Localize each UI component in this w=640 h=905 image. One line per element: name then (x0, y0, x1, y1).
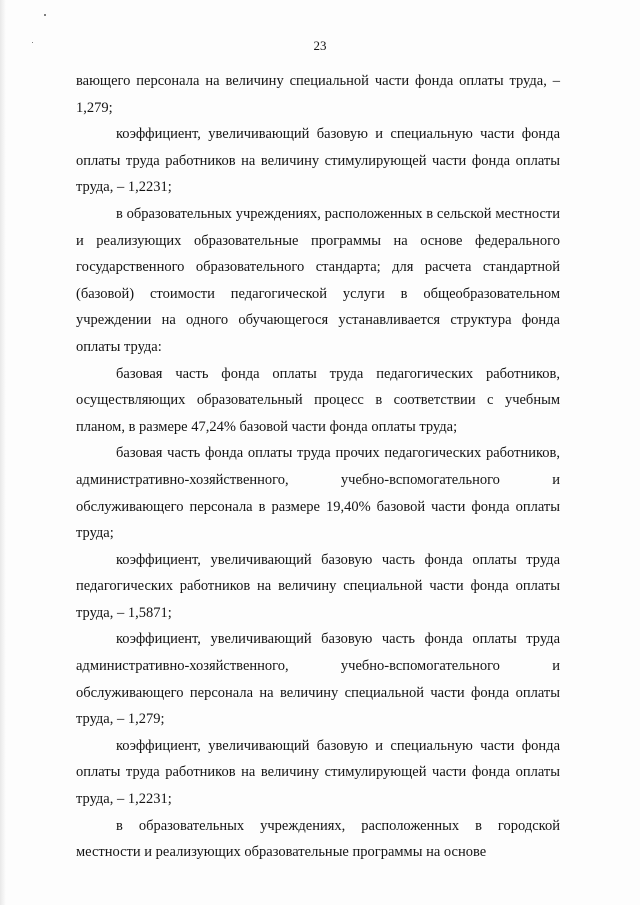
paragraph: в образовательных учреждениях, расположенных в сельской местности и реализующих образовательные программы на основе федерального государственного образовательного стандарта; для расчета стандартной (базовой) стоимости педагогической услуги в общеобразовательном учреждении на одного обучающегося устанавливается структура фонда оплаты труда: (76, 205, 560, 355)
page-number: 23 (313, 38, 327, 53)
scan-speck (44, 14, 46, 16)
paragraph: коэффициент, увеличивающий базовую и специальную части фонда оплаты труда работников на величину стимулирующей части фонда оплаты труда, – 1,2231; (76, 737, 560, 808)
paragraph: коэффициент, увеличивающий базовую часть фонда оплаты труда педагогических работников на величину специальной части фонда оплаты труда, – 1,5871; (76, 551, 560, 621)
paragraph: коэффициент, увеличивающий базовую часть фонда оплаты труда административно-хозяйственного, учебно-вспомогательного и обслуживающего персонала на величину специальной части фонда оплаты труда, – 1,279; (76, 631, 560, 728)
paragraph: коэффициент, увеличивающий базовую и специальную части фонда оплаты труда работников на величину стимулирующей части фонда оплаты труда, – 1,2231; (76, 126, 560, 196)
paragraph: базовая часть фонда оплаты труда педагогических работников, осуществляющих образовательный процесс в соответствии с учебным планом, в размере 47,24% базовой части фонда оплаты труда; (76, 365, 560, 435)
document-body (76, 68, 560, 866)
scan-edge-shadow (0, 0, 6, 905)
paragraph: вающего персонала на величину специальной части фонда оплаты труда, – 1,279; (76, 73, 560, 116)
paragraph: базовая часть фонда оплаты труда прочих педагогических работников, административно-хозяйственного, учебно-вспомогательного и обслуживающего персонала в размере 19,40% базовой части фонда оплаты труда; (76, 445, 560, 542)
paragraph: в образовательных учреждениях, расположенных в городской местности и реализующих образовательные программы на основе (76, 817, 560, 861)
